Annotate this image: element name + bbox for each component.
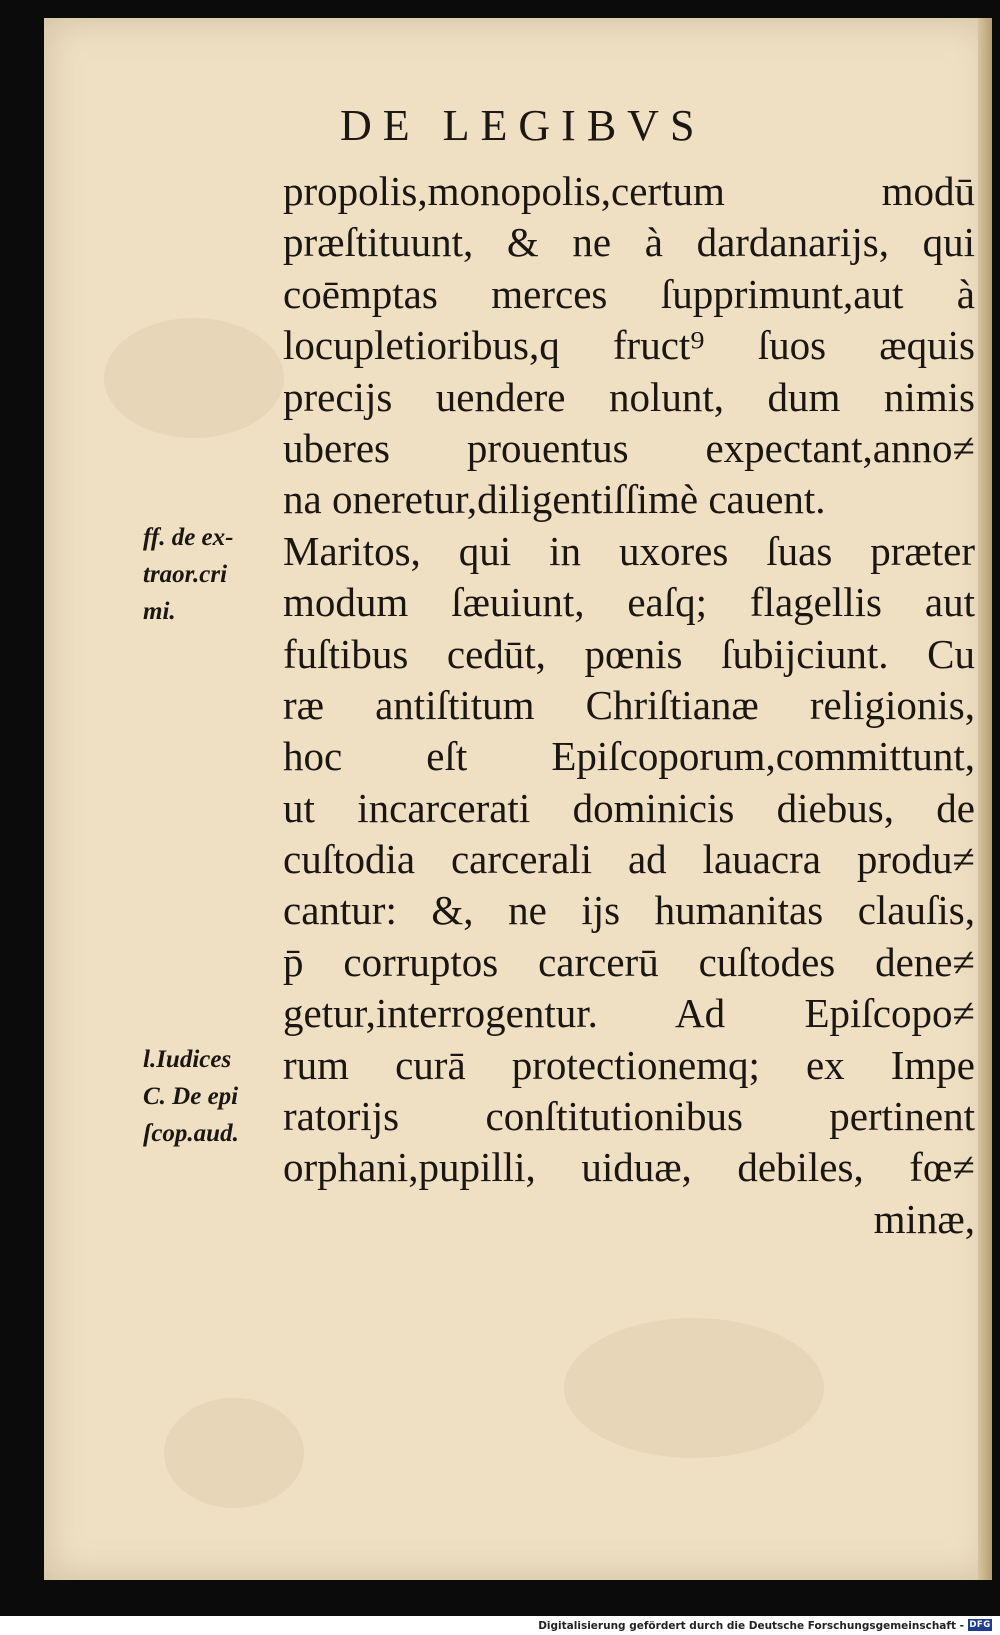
text-line: præſtituunt, & ne à dardanarijs, qui — [283, 219, 975, 266]
text-line: Maritos, qui in uxores ſuas præter — [283, 527, 975, 574]
text-line: hoc eſt Epiſcoporum,committunt, — [283, 733, 975, 780]
text-line: orphani,pupilli, uiduæ, debiles, fœ≠ — [283, 1144, 975, 1191]
margin-note-line: ff. de ex- — [143, 524, 234, 551]
margin-note-citation — [143, 519, 233, 630]
text-line: modum ſæuiunt, eaſq; flagellis aut — [283, 579, 975, 626]
text-line: coēmptas merces ſupprimunt,aut à — [283, 270, 975, 317]
dfg-logo-icon: DFG — [969, 1620, 991, 1630]
text-line: fuſtibus cedūt, pœnis ſubijciunt. Cu — [283, 630, 975, 677]
margin-note-line: traor.cri — [143, 561, 228, 588]
margin-note-line: C. De epi — [143, 1083, 239, 1110]
text-line: cuſtodia carcerali ad lauacra produ≠ — [283, 836, 975, 883]
text-line: ratorijs conſtitutionibus pertinent — [283, 1093, 975, 1140]
running-head: DE LEGIBVS — [340, 101, 706, 150]
text-line: ut incarcerati dominicis diebus, de — [283, 784, 975, 831]
page-edge — [978, 18, 992, 1580]
paper-stain — [164, 1398, 304, 1508]
margin-note-line: ſcop.aud. — [143, 1120, 239, 1147]
text-line: uberes prouentus expectant,anno≠ — [283, 424, 975, 471]
digitization-credit: Digitalisierung gefördert durch die Deutsche Forschungsgemeinschaft - — [538, 1620, 964, 1632]
paper-stain — [104, 318, 284, 438]
text-line: ræ antiſtitum Chriſtianæ religionis, — [283, 681, 975, 728]
catchword: minæ, — [873, 1195, 975, 1242]
text-line: precijs uendere nolunt, dum nimis — [283, 373, 975, 420]
text-line: cantur: &, ne ijs humanitas clauſis, — [283, 887, 975, 934]
body-text — [283, 166, 975, 1245]
text-line: locupletioribus,q fruct⁹ ſuos æquis — [283, 322, 975, 369]
margin-note-line: l.Iudices — [143, 1046, 232, 1073]
text-line: getur,interrogentur. Ad Epiſcopo≠ — [283, 990, 975, 1037]
margin-note-line: mi. — [143, 598, 176, 625]
text-line: na oneretur,diligentiſſimè cauent. — [283, 476, 826, 523]
paper-stain — [564, 1318, 824, 1458]
text-line: rum curā protectionemq; ex Impe — [283, 1041, 975, 1088]
text-line: propolis,monopolis,certum modū — [283, 168, 975, 214]
text-line: p̄ corruptos carcerū cuſtodes dene≠ — [283, 938, 975, 985]
margin-note-citation — [143, 1041, 239, 1152]
